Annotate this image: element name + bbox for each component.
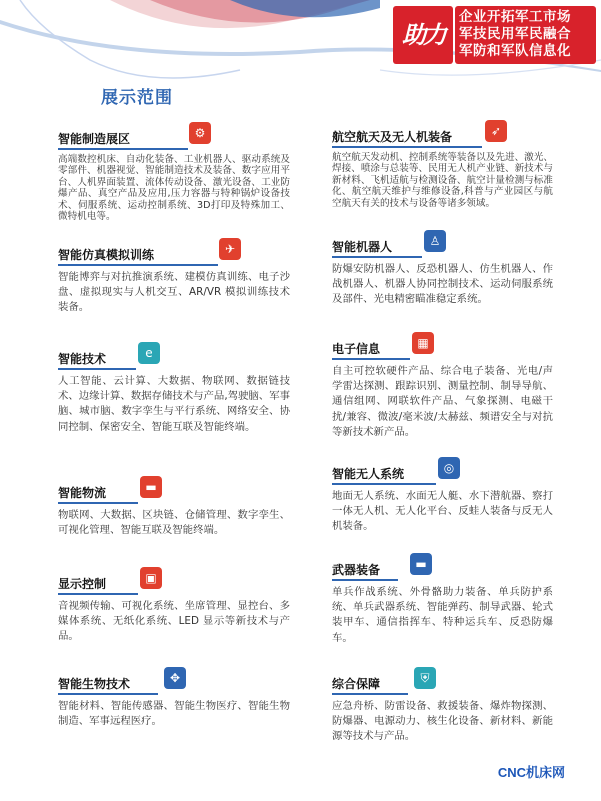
card-intelligent-manufacturing	[58, 128, 290, 222]
card-display-control	[58, 573, 290, 645]
title-underline	[332, 579, 398, 581]
card-text: 航空航天发动机、控制系统等装备以及先进、激光、焊接、喷涂与总装等、民用无人机产业链、新技术与新材料、飞机适航与检测设备、航空计量检测与标准化、航空航天维护与维修设备,科普与产业园区与航空航天有关的技术与设备等诸多领域。	[332, 152, 553, 209]
card-text: 防爆安防机器人、反恐机器人、仿生机器人、作战机器人、机器人协同控制技术、运动伺服系统及部件、光电精密瞄准稳定系统。	[332, 263, 553, 306]
card-text: 地面无人系统、水面无人艇、水下潜航器、察打一体无人机、无人化平台、反蛙人装备与反无人机装备。	[332, 490, 553, 533]
card-text: 智能博弈与对抗推演系统、建模仿真训练、电子沙盘、虚拟现实与人机交互、AR/VR 模拟训练技术装备。	[58, 271, 290, 314]
card-comprehensive-support	[332, 673, 553, 745]
title-underline	[58, 264, 218, 266]
truck-icon: ▬	[140, 476, 162, 498]
title-underline	[332, 483, 436, 485]
uav-icon: ◎	[438, 457, 460, 479]
banner-line: 企业开拓军工市场	[459, 9, 571, 25]
card-title: 电子信息	[332, 342, 381, 356]
title-underline	[58, 148, 188, 150]
card-biotechnology	[58, 673, 290, 729]
title-underline	[58, 693, 158, 695]
card-title: 综合保障	[332, 677, 381, 691]
shield-icon: ⛨	[414, 667, 436, 689]
card-text: 高端数控机床、自动化装备、工业机器人、驱动系统及零部件、机器视觉、智能制造技术及装备、数字应用平台、人机界面装置、流体传动设备、激光设备、工业防爆产品、真空产品及应用,压力容器与特种锅炉设备技术、伺服系统、运动控制系统、3D打印及特殊加工、微特机电等。	[58, 154, 290, 223]
title-underline	[332, 256, 422, 258]
dna-icon: ✥	[164, 667, 186, 689]
card-simulation-training	[58, 244, 290, 316]
card-intelligent-logistics	[58, 482, 290, 538]
title-underline	[58, 502, 138, 504]
card-title: 显示控制	[58, 577, 107, 591]
card-title: 航空航天及无人机装备	[332, 130, 453, 144]
card-weapon-equipment	[332, 559, 553, 646]
card-aerospace-uav	[332, 126, 553, 209]
footer-watermark: CNC机床网	[497, 765, 565, 780]
banner-slogan	[455, 6, 596, 64]
ai-chip-icon: e	[138, 342, 160, 364]
card-text: 人工智能、云计算、大数据、物联网、数据链技术、边缘计算、数据存储技术与产品,驾驶脑、军事脑、城市脑、数字孪生与平行系统、网络安全、协同控制、保密安全、智能互联及智能终端。	[58, 375, 290, 433]
card-title: 武器装备	[332, 563, 381, 577]
circuit-icon: ▦	[412, 332, 434, 354]
card-intelligent-robot	[332, 236, 553, 308]
robot-icon: ♙	[424, 230, 446, 252]
card-text: 应急舟桥、防雷设备、救援装备、爆炸物探测、防爆器、电源动力、核生化设备、新材料、新能源等技术与产品。	[332, 700, 553, 743]
card-title: 智能机器人	[332, 240, 393, 254]
card-intelligent-technology	[58, 348, 290, 435]
card-title: 智能无人系统	[332, 467, 405, 481]
card-text: 单兵作战系统、外骨骼助力装备、单兵防护系统、单兵武器系统、智能弹药、制导武器、轮式装甲车、通信指挥车、特种运兵车、反恐防爆车。	[332, 586, 553, 644]
banner-line: 军防和军队信息化	[459, 43, 571, 59]
banner-mark: 助力	[393, 6, 453, 64]
drone-icon: ✈	[219, 238, 241, 260]
title-underline	[58, 368, 136, 370]
tank-icon: ▬	[410, 553, 432, 575]
card-unmanned-systems	[332, 463, 553, 535]
rocket-icon: ➶	[485, 120, 507, 142]
section-title: 展示范围	[101, 88, 173, 108]
title-underline	[58, 593, 138, 595]
title-underline	[332, 358, 410, 360]
title-underline	[332, 693, 408, 695]
card-text: 音视频传输、可视化系统、坐席管理、显控台、多媒体系统、无纸化系统、LED 显示等新技术与产品。	[58, 600, 290, 643]
slogan-banner	[393, 6, 596, 64]
card-title: 智能技术	[58, 352, 107, 366]
card-title: 智能生物技术	[58, 677, 131, 691]
monitor-icon: ▣	[140, 567, 162, 589]
title-underline	[332, 146, 482, 148]
card-text: 物联网、大数据、区块链、仓储管理、数字孪生、可视化管理、智能互联及智能终端。	[58, 509, 290, 537]
card-text: 智能材料、智能传感器、智能生物医疗、智能生物制造、军事远程医疗。	[58, 700, 290, 728]
card-title: 智能仿真模拟训练	[58, 248, 155, 262]
card-title: 智能制造展区	[58, 132, 131, 146]
banner-line: 军技民用军民融合	[459, 26, 571, 42]
card-title: 智能物流	[58, 486, 107, 500]
card-text: 自主可控软硬件产品、综合电子装备、光电/声学雷达探测、跟踪识别、测量控制、制导导航、通信组网、网联软件产品、气象探测、电磁干扰/兼容、微波/毫米波/太赫兹、频谱安全与对抗等新技术新产品。	[332, 365, 553, 438]
card-electronic-information	[332, 338, 553, 440]
gear-icon: ⚙	[189, 122, 211, 144]
